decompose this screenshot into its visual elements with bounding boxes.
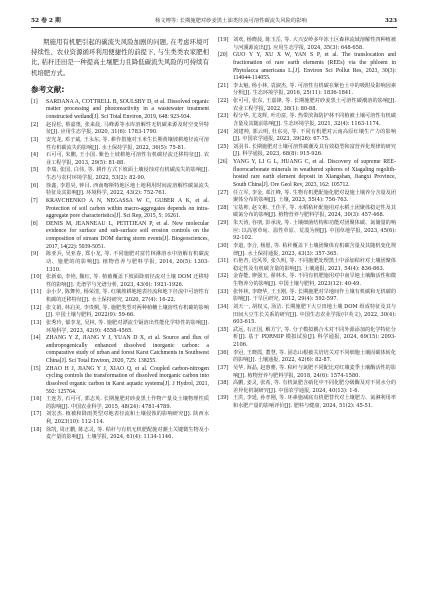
reference-number: [10] xyxy=(31,274,42,281)
reference-item xyxy=(218,205,396,220)
reference-item xyxy=(218,304,396,327)
reference-number: [3] xyxy=(31,136,39,143)
reference-item xyxy=(31,366,209,397)
reference-number: [39] xyxy=(218,395,229,402)
reference-text: 朱天涛, 谷朋, 彭承凌, 等. 土壤细菌结构和功能对团聚体碳、氮储量的响应: 以高寒草甸、温性草原、荒漠为例[J]. 中国草地学报, 2023, 45(6): 92-102. xyxy=(233,220,396,242)
reference-number: [14] xyxy=(31,335,41,342)
reference-item xyxy=(218,144,396,159)
page-number: 323 xyxy=(384,18,397,24)
reference-number: [29] xyxy=(218,220,229,226)
reference-text: 王连芳, 石可可, 郭志英. 长期施肥对砂姜黑土作物产量及土壤物理性质的影响[J]. 中国农业科学, 2015, 48(24): 4781-4789. xyxy=(46,396,209,410)
reference-number: [32] xyxy=(218,273,229,280)
reference-text: 张怀林, 李晓华, 王玉刚, 等. 长期施肥对旱地间作土壤有机碳和无机碳的影响[J]. 干旱区研究, 2012, 29(4): 592-597. xyxy=(233,288,396,303)
reference-number: [28] xyxy=(218,204,229,211)
reference-number: [21] xyxy=(218,82,229,89)
reference-text: 陈亚兵, 吴亚春, 郑小龙, 等. 不同施肥对富竹林淋溶水中溶解有机碳流动、施肥的的影响[J]. 植物营养与肥料学报, 2014, 20(5): 1303-1310. xyxy=(46,251,209,273)
reference-text: 李冠, 王晓霞, 董慧, 等. 固态山根被关培培关对不同细胞土壤固碳体转化的影响[J]. 土壤通报, 2022, 42(6): 82-87. xyxy=(233,349,396,364)
reference-text: 徐凯, 周正鹏, 陈志灵, 等. 秸秆与有机无机肥配施对潮土关键微生物及小麦产量的影响[J]. 土壤学报, 2024, 61(4): 1134-1146. xyxy=(46,426,209,441)
reference-text: 赵昆松, 蔡嘉奥, 张来晨, 马峰源等水库溶解性无机碳来源及时空变异特征[J]. 应用生态学报, 2020, 31(6): 1783-1790. xyxy=(46,121,209,136)
reference-item xyxy=(31,320,209,335)
reference-text: 王洪, 李延, 孙孝刚, 等. 环素施减底有机肥替代对土壤肥力、氮淋利用率和水肥产量的影响评价[J]. 肥料与健康, 2024, 51(2): 45-51. xyxy=(233,395,396,409)
reference-number: [9] xyxy=(31,251,39,258)
reference-text: 刘天一, 胡权义, 汤洁. 长期施肥下大豆田地土壤 DOM 组成特征及其与田间大豆生长关系的研究[J]. 中国生态农业学报(中英文), 2022, 30(4): 603-615. xyxy=(233,303,396,326)
reference-item xyxy=(31,335,209,366)
reference-text: GUO Y Y, XU X W, YAN S P, et al. The translocation and fractionation of rare earth elements (REEs) via the phloem in Phytolacca americana L.[J]. Environ Sci Pollut Res, 2023, 30(3): 114044-114055. xyxy=(233,52,396,82)
reference-text: 刘欢, 杨晓晨, 陈玉岳, 等. 大兴安岭多年冻土区森林流域溶解性四种植被与河溪源流出[J]. 应用生态学报, 2024, 35(3): 648-658. xyxy=(233,37,396,51)
reference-text: 宝基帅, 赵文彬, 王佳平, 等. 水稻秸秆配施用对水稻土团聚体稳定性及其碳氮分布的影响[J]. 植物营养与肥料学报, 2024, 30(3): 457-468. xyxy=(233,204,396,219)
reference-number: [5] xyxy=(31,167,39,174)
reference-item xyxy=(31,251,209,274)
reference-text: 金春能, 廖强玉, 翟林木, 等. 不同有机肥施用对中南旱地土壤酶活性和微生物养分的影响[J]. 中国土壤与肥料, 2023(12): 40-49. xyxy=(233,273,396,287)
reference-text: 吴华, 海晶, 赵惠雅, 等. 秸秆与氮肥不同配比对红壤麦季土壤酶活性的影响[J]. 植物营养与肥料学报, 2018, 24(6): 1574-1580. xyxy=(233,364,396,379)
reference-text: 石艳杏, 迟风琴, 张久明, 等. 不同施肥处理黑土中添加秸秆对土壤团聚体稳定性及有机碳含量的影响[J]. 土壤通报, 2021, 54(4): 836-863. xyxy=(233,258,396,272)
reference-number: [36] xyxy=(218,349,229,356)
reference-number: [34] xyxy=(218,303,229,310)
reference-text: 徐鑫, 李恩昊, 钟目. 西南喀斯特地区地土地利用时间流溶解性碳氮流失特征及其影响[J]. 环境科学, 2022, 43(2): 752-761. xyxy=(46,182,209,197)
reference-text: ZHAO H J, JIANG Y J, XIAO Q, et al. Coupled carbon-nitrogen cycling controls the transformation of dissolved inorganic carbon into dissolved organic carbon in Karst aquatic systems[J]. J Hydrol, 2021, 592: 125764. xyxy=(46,365,209,395)
reference-item xyxy=(31,289,209,304)
reference-number: [2] xyxy=(31,121,39,128)
volume-issue: 52 卷 2 期 xyxy=(31,18,61,24)
page-header xyxy=(31,15,397,27)
reference-text: 刘羽书. 长期施肥对土壤可溶性碳潮及其有效稳型和富营养化规律的研究[J]. 科学通报, 2023, 68(8): 915-926. xyxy=(233,143,396,158)
reference-number: [24] xyxy=(218,128,229,135)
reference-item xyxy=(31,183,209,198)
reference-number: [11] xyxy=(31,289,42,296)
reference-item xyxy=(218,37,396,52)
reference-number: [19] xyxy=(218,37,229,43)
reference-item xyxy=(218,350,396,365)
reference-number: [4] xyxy=(31,152,39,159)
reference-number: [25] xyxy=(218,143,229,150)
reference-text: DENIS M, JEANNEAU L, PETITJEAN P, et al. New molecular evidence for surface and sub-surface soil erosion controls on the composition of stream DOM during storm events[J]. Biogeosciences, 2017, 14(22): 5039-5051. xyxy=(46,220,209,250)
reference-text: 安光龙, 邓子斌, 王永东, 等. 耕作措施对玉米生长期黄壤坡耕地径流可溶性有机碳流失的影响[J]. 水土保持学报, 2022, 36(5): 75-81. xyxy=(46,136,209,151)
reference-number: [7] xyxy=(31,197,38,204)
reference-list-left xyxy=(31,99,209,442)
reference-item xyxy=(31,152,209,167)
reference-text: 张秀玲, 郁李龙, 吴林, 等. 施肥对漂流尘镉溶出性能化学特性的影响[J]. 环境科学, 2023, 42(9): 4558-4565. xyxy=(46,319,209,334)
reference-item xyxy=(218,113,396,128)
reference-text: 任立军, 李金, 邓江峰, 等. 生物有机肥配施化肥对设施土壤养分含量及团聚体分布的影响[J]. 土壤, 2023, 55(4): 756-763. xyxy=(233,189,396,204)
reference-item xyxy=(218,98,396,113)
reference-item xyxy=(31,122,209,137)
reference-number: [22] xyxy=(218,98,229,104)
reference-number: [31] xyxy=(218,258,229,265)
reference-number: [17] xyxy=(31,411,42,418)
reference-item xyxy=(31,427,209,442)
reference-text: 高鹏, 姜灵, 张希, 等. 有机氮肥含硝化中不同化肥分级酶及对不同水分的差异化机制研究[J]. 中国农学通报, 2024, 40(13): 1-6. xyxy=(233,380,396,394)
reference-number: [12] xyxy=(31,304,42,311)
reference-text: KRAVCHENKO A N, NEGASSA W C, GUBER A K, et al. Protection of soil carbon within macro-aggregates depends on intra-aggregate pore characteristics[J]. Sci Rep, 2015, 5: 16261. xyxy=(46,197,209,220)
reference-number: [27] xyxy=(218,189,229,196)
reference-text: 余小夕, 陈舞传, 杨荣清, 等. 红壤坡耕地地表径流和地下径流中可溶性有机碳的迁移特征[J]. 水土保持研究, 2020, 27(4): 16-22. xyxy=(46,289,209,304)
reference-number: [15] xyxy=(31,365,41,372)
reference-item xyxy=(218,365,396,380)
reference-item xyxy=(218,83,396,98)
reference-number: [13] xyxy=(31,319,42,326)
reference-item xyxy=(218,159,396,190)
reference-text: ZHANG Y Z, JIANG Y J, YUAN D X, et al. Source and flux of anthropogenically enhanced dissolved inorganic carbon: a comparative study of urban and forest Karst Catchments in Southwest China[J]. Sci Total Environ, 2020, 725: 138255. xyxy=(46,335,209,365)
reference-item xyxy=(218,327,396,350)
reference-text: 程分华, 尤龙辉, 叶功富, 等. 热带滨海防护林不同植被土壤可溶性有机碳含量及其随前影响[J]. 生态环境学报, 2021, 32(4): 1163-1174. xyxy=(233,113,396,127)
reference-list-right xyxy=(218,37,396,411)
reference-number: [8] xyxy=(31,220,38,227)
reference-number: [38] xyxy=(218,380,229,387)
reference-item xyxy=(31,137,209,152)
reference-item xyxy=(218,190,396,205)
reference-item xyxy=(31,411,209,426)
reference-text: 刘宏杰. 植被和降雨类型对地表径流和土壤侵蚀的影响研究[J]. 陕西水利, 2023(10): 112-114. xyxy=(46,411,209,426)
intro-paragraph: 期施用有机肥引起的碳流失风险加剧的问题, 在考虑环境可持续性、农业资源循环利用便捷性的前提下, 与生类类农家肥相比, 秸秆还田是一种提高土壤肥力且降低碳流失风险的可持续有机培肥方式。 xyxy=(31,38,209,77)
reference-item xyxy=(218,273,396,288)
reference-text: 刘建帅, 郭云明, 杜东亮, 等. 不同有机肥对云南高原红壤生产力的影响[J]. 中国农学通报, 2023, 39(26): 67-75. xyxy=(233,128,396,143)
reference-number: [18] xyxy=(31,426,42,433)
reference-text: 武远, 石正国, 解方宁, 等. 分子模拟耦合木对不同外源添加的化学特征分析[J]. 基于 PDRMIP 模拟试验[J]. 科学通报, 2024, 69(15): 2093-2106. xyxy=(233,326,396,348)
reference-text: YANG Y, LI G L, HUANG C, et al. Discovery of supreme REE-fluorocarbonate minerals in weathered spheres of Xiagaling regolith-hosted rare earth element deposit in Xiangshan, Jiangxi Province, South China[J]. Ore Geol Rev, 2023, 162: 105712. xyxy=(233,159,396,188)
reference-number: [23] xyxy=(218,113,229,120)
reference-text: 张文娟, 林启美, 李贵桐, 等. 施肥类型对两种植穗土壤溶性有机碳的影响[J]. 中国土壤与肥料, 2022(9): 59-66. xyxy=(46,304,209,319)
reference-text: 张新茹, 李艳, 魏红, 等. 植被覆盖下坡面降雨径流对土壤 DOM 迁移特性的影响[J]. 光谱学与光谱分析, 2023, 43(6): 1921-1926. xyxy=(46,274,209,288)
reference-item xyxy=(218,258,396,273)
reference-text: 李瑞, 张国, 白伟, 等. 耕作方式下坡面土壤侵蚀对有机碳流失的影响[J]. 生态与农村环境学报, 2022, 53(2): 82-90. xyxy=(46,167,209,182)
reference-item xyxy=(218,52,396,83)
reference-text: 李道, 李合, 杨愿, 等. 秸秆覆盖下土壤团聚体有机碳含量及其随机变化规律[J]. 水土保持通报, 2023, 43(3): 357-365. xyxy=(233,242,396,257)
reference-text: SARDANA A, COTTRELL B, SOULSBY D, et al. Dissolved organic matter processing and photoreactivity in a wastewater treatment constructed wetland[J]. Sci Total Environ, 2019, 648: 923-934. xyxy=(46,98,209,121)
reference-item xyxy=(218,380,396,395)
left-column xyxy=(31,37,209,442)
reference-number: [37] xyxy=(218,364,229,371)
reference-number: [33] xyxy=(218,288,229,295)
reference-text: 李太魁, 杨小林, 袁淑杰, 等. 可溶性有机碳在紫色土中的吸附及影响因素分析[J]. 生态环境学报, 2016, 25(11): 1836-1841. xyxy=(233,82,396,97)
reference-item xyxy=(31,274,209,289)
right-column xyxy=(218,37,396,411)
reference-item xyxy=(218,129,396,144)
running-title: 杨文博等: 长期施肥对砂姜黑土油类径流可溶性碳流失风险的影响 xyxy=(155,18,307,24)
reference-number: [1] xyxy=(31,98,38,105)
reference-item xyxy=(31,167,209,182)
reference-item xyxy=(31,396,209,411)
reference-item xyxy=(218,395,396,410)
reference-number: [20] xyxy=(218,52,228,59)
reference-item xyxy=(218,243,396,258)
reference-item xyxy=(31,198,209,221)
reference-number: [16] xyxy=(31,396,42,403)
reference-text: 石可可, 朱鹏, 王小国. 紫色土坡耕地可溶性有机碳径流迁移特征[J]. 农业工程学报, 2013, 29(5): 81-88. xyxy=(46,152,209,166)
reference-item xyxy=(31,305,209,320)
references-heading: 参考文献: xyxy=(31,84,65,94)
reference-text: 张可可, 张东, 王嘉锋, 等. 长期施肥对砂姜黑土可溶性碳潮溶的影响[J]. 农业工程学报, 2022, 38(1): 80-88. xyxy=(233,98,396,112)
reference-number: [30] xyxy=(218,242,229,249)
reference-item xyxy=(218,289,396,304)
reference-number: [35] xyxy=(218,326,229,333)
reference-number: [6] xyxy=(31,182,39,189)
reference-number: [26] xyxy=(218,159,228,165)
reference-item xyxy=(218,220,396,243)
reference-item xyxy=(31,221,209,252)
header-rule xyxy=(31,27,397,28)
reference-item xyxy=(31,99,209,122)
